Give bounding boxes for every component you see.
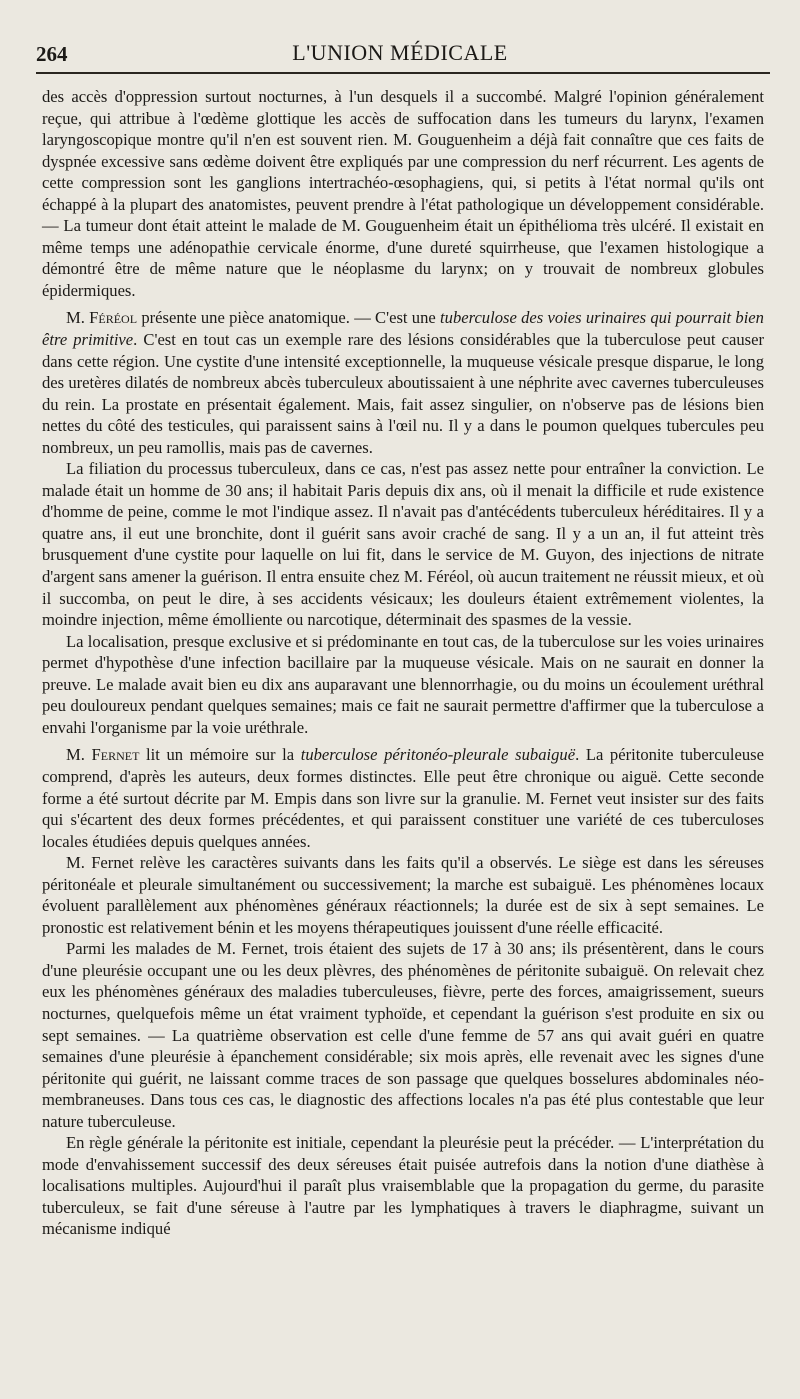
paragraph-3: La filiation du processus tuberculeux, dans ce cas, n'est pas assez nette pour entraîner la conviction. Le malade était un homme de 30 ans; il habitait Paris depuis dix ans, où il menait la difficile et rude existence d'homme de peine, comme le mot l'indique assez. Il n'avait pas d'antécédents tuberculeux héréditaires. Il y a quatre ans, il eut une bronchite, dont il guérit sans avoir craché de sang. Il y a un an, il fut atteint très brusquement d'une cystite pour laquelle on lui fit, dans le service de M. Guyon, des injections de nitrate d'argent sans amener la guérison. Il entra ensuite chez M. Féréol, où aucun traitement ne réussit mieux, et où il succomba, on peut le dire, à ses accidents vésicaux; les douleurs étaient extrêmement violentes, la moindre injection, même émolliente ou narcotique, déterminait des spasmes de la vessie. (42, 459, 764, 630)
page-header (0, 30, 800, 70)
paragraph-2-title: tuberculose des voies urinaires qui pourrait bien être primitive (42, 308, 764, 350)
paragraph-7: Parmi les malades de M. Fernet, trois étaient des sujets de 17 à 30 ans; ils présentèrent, dans le cours d'une pleurésie occupant une ou les deux plèvres, des phénomènes de péritonite subaiguë. On relevait chez eux les phénomènes généraux des maladies tuberculeuses, fièvre, perte des forces, amaigrissement, sueurs nocturnes, quelquefois même un état vraiment typhoïde, et cependant la guérison s'est produite en six ou sept semaines. — La quatrième observation est celle d'une femme de 57 ans qui avait guéri en quatre semaines d'une pleurésie à épanchement considérable; six mois après, elle revenait avec les signes d'une péritonite qui guérit, ne laissant comme traces de son passage que quelques bosselures abdominales néo-membraneuses. Dans tous ces cas, le diagnostic des affections locales n'a pas été plus contestable que leur nature tuberculeuse. (42, 939, 764, 1131)
paragraph-1: des accès d'oppression surtout nocturnes, à l'un desquels il a succombé. Malgré l'opinion généralement reçue, qui attribue à l'œdème glottique les accès de suffocation dans les tumeurs du larynx, l'examen laryngoscopique montre qu'il n'en est souvent rien. M. Gouguenheim a déjà fait connaître que ces faits de dyspnée excessive sans œdème doivent être expliqués par une compression du nerf récurrent. Les agents de cette compression sont les ganglions intertrachéo-œsophagiens, qui, si petits à l'état normal qu'ils ont échappé à la plupart des anatomistes, peuvent prendre à l'état pathologique un développement considérable. — La tumeur dont était atteint le malade de M. Gouguenheim était un épithélioma très ulcéré. Il existait en même temps une adénopathie cervicale énorme, d'une dureté squirrheuse, que l'examen histologique a démontré être de même nature que le néoplasme du larynx; on y trouvait de nombreux globules épidermiques. (42, 87, 764, 300)
body-text (42, 86, 764, 1240)
paragraph-2-rest: . C'est en tout cas un exemple rare des lésions considérables que la tuberculose peut causer dans cette région. Une cystite d'une intensité exceptionnelle, la muqueuse vésicale presque disparue, le long des uretères dilatés de nombreux abcès tuberculeux aboutissaient à une néphrite avec cavernes tuberculeuses du rein. La prostate en présentait également. Mais, fait assez singulier, on n'observe pas de lésions bien nettes du côté des testicules, qui paraissent sains à l'œil nu. Il y a dans le poumon quelques tubercules peu nombreux, un peu ramollis, mais pas de cavernes. (42, 330, 764, 457)
speaker-fernet: M. Fernet (66, 745, 140, 765)
running-title: L'UNION MÉDICALE (292, 40, 508, 65)
paragraph-2-lead: présente une pièce anatomique. — C'est une (137, 308, 441, 328)
paragraph-5 (42, 744, 764, 852)
page-number: 264 (36, 42, 68, 66)
paragraph-2 (42, 307, 764, 458)
paragraph-6: M. Fernet relève les caractères suivants dans les faits qu'il a observés. Le siège est dans les séreuses péritonéale et pleurale simultanément ou successivement; la marche est subaiguë. Les phénomènes locaux évoluent parallèlement aux phénomènes généraux réactionnels; la durée est de six à sept semaines. Le pronostic est relativement bénin et les moyens thérapeutiques jouissent d'une réelle efficacité. (42, 853, 764, 937)
paragraph-5-lead: lit un mémoire sur la (139, 745, 301, 765)
paragraph-5-title: tuberculose péritonéo-pleurale subaiguë (300, 745, 576, 765)
paragraph-4: La localisation, presque exclusive et si prédominante en tout cas, de la tuberculose sur les voies urinaires permet d'hypothèse d'une infection bacillaire par la muqueuse vésicale. Mais on ne saurait en donner la preuve. Le malade avait bien eu dix ans auparavant une blennorrhagie, ou du moins un écoulement uréthral peu douloureux pendant quelques semaines; mais ce fait ne saurait permettre d'affirmer que la tuberculose a envahi l'organisme par la voie uréthrale. (42, 631, 764, 737)
speaker-ferreol: M. Féréol (66, 308, 138, 328)
paragraph-5-rest: . La péritonite tuberculeuse comprend, d'après les auteurs, deux formes distinctes. Elle peut être chronique ou aiguë. Cette seconde forme a été surtout décrite par M. Empis dans son livre sur la granulie. M. Fernet veut insister sur des faits qui s'écartent des deux formes précédentes, et qui paraissent constituer une variété de ces tuberculoses locales étudiées depuis quelques années. (42, 745, 764, 851)
header-rule (36, 72, 770, 74)
paragraph-8: En règle générale la péritonite est initiale, cependant la pleurésie peut la précéder. — L'interprétation du mode d'envahissement successif des deux séreuses était puisée autrefois dans la notion d'une diathèse à localisations multiples. Aujourd'hui il paraît plus vraisemblable que la propagation du germe, du parasite tuberculeux, se fait d'une séreuse à l'autre par les lymphatiques à travers le diaphragme, suivant un mécanisme indiqué (42, 1133, 764, 1239)
